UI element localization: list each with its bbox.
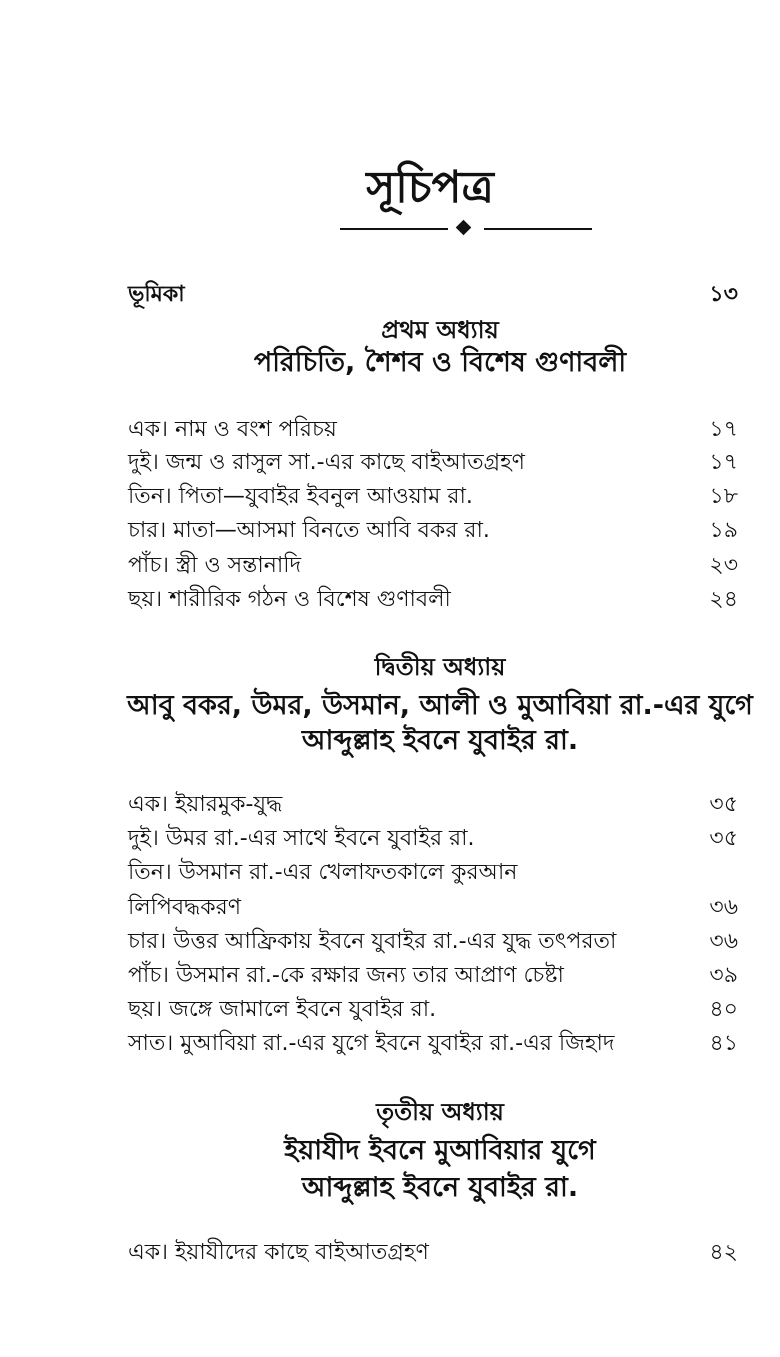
toc-entry-label: এক। ইয়াযীদের কাছে বাইআতগ্রহণ [128,1240,429,1265]
toc-entry-label: ভূমিকা [128,282,185,307]
toc-entry[interactable] [128,1236,738,1270]
chapter-subtitle-3-line-1: ইয়াযীদ ইবনে মুআবিয়ার যুগে [284,1135,596,1166]
toc-entry-page: ৩৬ [709,929,738,954]
toc-entry-label: চার। উত্তর আফ্রিকায় ইবনে যুবাইর রা.-এর যুদ্ধ তৎপরতা [128,929,617,954]
toc-entry[interactable] [128,891,738,925]
toc-entry[interactable] [128,446,738,480]
toc-entry-page: ৩৫ [709,792,738,817]
toc-entry-label: ছয়। শারীরিক গঠন ও বিশেষ গুণাবলী [128,587,451,612]
toc-entry-page: ২৪ [709,587,738,612]
ornament-line-left [340,228,448,230]
toc-entry[interactable] [128,583,738,617]
toc-entry-page: ১৩ [709,282,738,307]
toc-entry[interactable] [128,925,738,959]
toc-entry[interactable] [128,788,738,822]
chapter-heading-3: তৃতীয় অধ্যায় [376,1098,504,1126]
toc-entry-label: লিপিবদ্ধকরণ [128,895,242,920]
toc-entry[interactable] [128,822,738,856]
toc-entry-label: এক। ইয়ারমুক-যুদ্ধ [128,792,283,817]
toc-entry-page: ৪০ [709,997,738,1022]
chapter-heading-1: প্রথম অধ্যায় [381,316,499,344]
toc-entry-label: দুই। জন্ম ও রাসুল সা.-এর কাছে বাইআতগ্রহণ [128,450,525,475]
toc-entry-page: ১৯ [709,518,738,543]
toc-entry-label: ছয়। জঙ্গে জামালে ইবনে যুবাইর রা. [128,997,437,1022]
toc-entry-label: পাঁচ। স্ত্রী ও সন্তানাদি [128,553,302,578]
toc-entry-page: ৩৯ [709,963,738,988]
chapter-subtitle-2-line-2: আব্দুল্লাহ ইবনে যুবাইর রা. [301,725,579,756]
toc-entry-page: ৩৫ [709,826,738,851]
toc-entry-label: চার। মাতা—আসমা বিনতে আবি বকর রা. [128,518,490,543]
toc-entry-page: ৪২ [709,1240,738,1265]
toc-entry[interactable] [128,480,738,514]
chapter-heading-2: দ্বিতীয় অধ্যায় [374,653,506,681]
toc-entry-page: ২৩ [709,553,738,578]
toc-entry[interactable] [128,549,738,583]
toc-entry[interactable] [128,993,738,1027]
title-ornament [340,222,592,236]
toc-entry-label: এক। নাম ও বংশ পরিচয় [128,417,337,442]
chapter-subtitle-1: পরিচিতি, শৈশব ও বিশেষ গুণাবলী [253,347,627,378]
toc-entry-label: দুই। উমর রা.-এর সাথে ইবনে যুবাইর রা. [128,826,475,851]
toc-entry-label: তিন। পিতা—যুবাইর ইবনুল আওয়াম রা. [128,484,473,509]
toc-entry-page: ১৭ [709,417,738,442]
toc-entry-page: ১৮ [709,484,738,509]
toc-entry[interactable] [128,413,738,447]
toc-entry-page: ৪১ [709,1031,738,1056]
diamond-icon [456,220,472,236]
toc-entry-page: ১৭ [709,450,738,475]
toc-entry-page: ৩৬ [709,895,738,920]
toc-entry[interactable] [128,959,738,993]
toc-entry[interactable] [128,514,738,548]
toc-entry-intro[interactable] [128,278,738,312]
page-title: সূচিপত্র [366,162,494,213]
toc-entry[interactable] [128,856,738,890]
chapter-subtitle-2-line-1: আবু বকর, উমর, উসমান, আলী ও মুআবিয়া রা.-এর যুগে [127,690,753,721]
chapter-subtitle-3-line-2: আব্দুল্লাহ ইবনে যুবাইর রা. [301,1172,579,1203]
toc-entry-label: সাত। মুআবিয়া রা.-এর যুগে ইবনে যুবাইর রা.-এর জিহাদ [128,1031,615,1056]
toc-entry[interactable] [128,1027,738,1061]
toc-entry-label: পাঁচ। উসমান রা.-কে রক্ষার জন্য তার আপ্রাণ চেষ্টা [128,963,564,988]
ornament-line-right [484,228,592,230]
toc-entry-label: তিন। উসমান রা.-এর খেলাফতকালে কুরআন [128,860,518,885]
